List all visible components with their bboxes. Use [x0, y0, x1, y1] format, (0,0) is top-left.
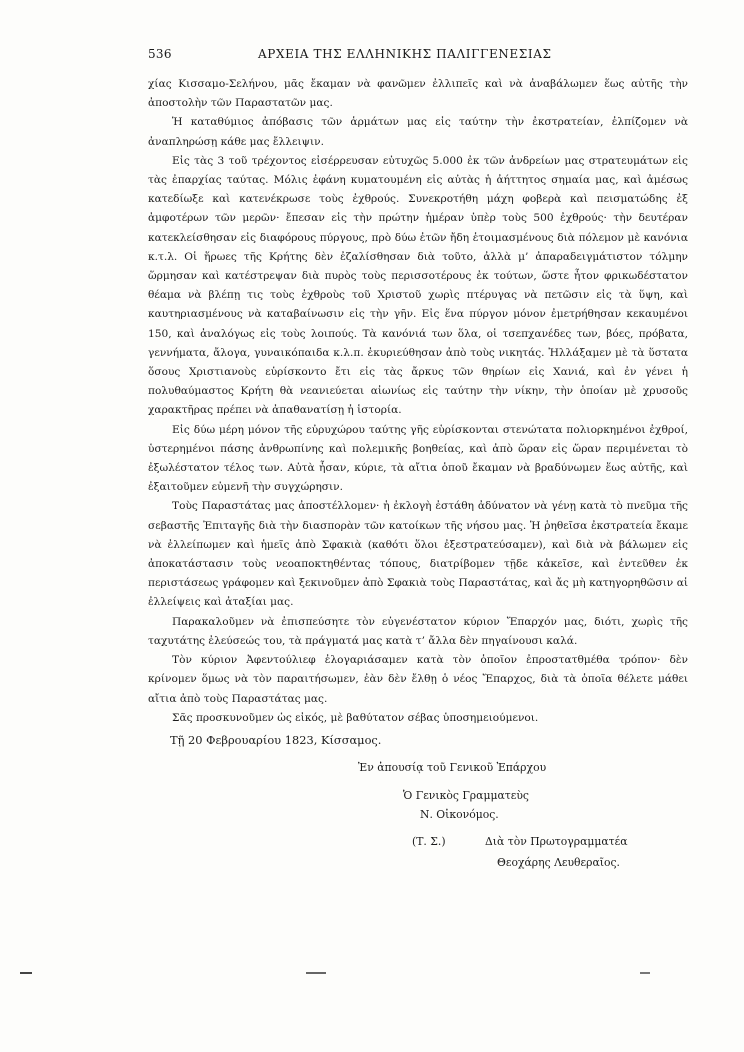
- paragraph-continuation: χίας Κισσαμο-Σελήνου, μᾶς ἔκαμαν νὰ φανῶμεν ἐλλιπεῖς καὶ νὰ ἀναβάλωμεν ἕως αὐτῆς τὴν ἀποστολὴν τῶν Παραστατῶν μας.: [148, 78, 688, 110]
- signature-absence-line: Ἐν ἀπουσίᾳ τοῦ Γενικοῦ Ἐπάρχου: [358, 761, 547, 774]
- signature-secretary-name: Ν. Οἰκονόμος.: [420, 808, 499, 821]
- paragraph: Εἰς δύω μέρη μόνον τῆς εὐρυχώρου ταύτης γῆς εὑρίσκονται στενώτατα πολιορκημένοι ἐχθροί, ὑστερημένοι πάσης ἀνθρωπίνης καὶ πολεμικῆς βοηθείας, καὶ ἀπὸ ὥραν εἰς ὥραν περιμένεται τὸ ἐξωλέστατον τέλος των. Αὐτὰ ἦσαν, κύριε, τὰ αἴτια ὁποῦ ἔκαμαν νὰ βραδύνωμεν ἕως αὐτῆς, καὶ ἐξαιτοῦμεν εὐμενῆ τὴν συγχώρησιν.: [148, 423, 688, 494]
- dateline: Τῇ 20 Φεβρουαρίου 1823, Κίσσαμος.: [170, 733, 382, 747]
- scan-mark: [640, 972, 650, 974]
- paragraph: Τοὺς Παραστάτας μας ἀποστέλλομεν· ἡ ἐκλογὴ ἐστάθη ἀδύνατον νὰ γένῃ κατὰ τὸ πνεῦμα τῆς σεβαστῆς Ἐπιταγῆς διὰ τὴν διασπορὰν τῶν κατοίκων τῆς νήσου μας. Ἡ ῥηθεῖσα ἐκστρατεία ἔκαμε νὰ ἐλλείπωμεν καὶ ἡμεῖς ἀπὸ Σφακιὰ (καθότι ὅλοι ἐξεστρατεύσαμεν), καὶ διὰ νὰ βάλωμεν εἰς ἀποκατάστασιν τοὺς νεοαποκτηθέντας τόπους, διατρίβομεν τῇδε κἀκεῖσε, καὶ ἐντεῦθεν ἐκ περιστάσεως γράφομεν καὶ ξεκινοῦμεν ἀπὸ Σφακιὰ τοὺς Παραστάτας, καὶ ἄς μὴ κατηγορηθῶσιν αἱ ἐλλείψεις καὶ ἀταξίαι μας.: [148, 500, 688, 609]
- page-number: 536: [148, 47, 172, 61]
- signature-deputy-name: Θεοχάρης Λευθεραῖος.: [497, 856, 620, 869]
- page-header: [148, 47, 688, 65]
- signature-secretary-title: Ὁ Γενικὸς Γραμματεὺς: [403, 789, 529, 802]
- signature-for-line: Διὰ τὸν Πρωτογραμματέα: [485, 835, 628, 848]
- running-title: ΑΡΧΕΙΑ ΤΗΣ ΕΛΛΗΝΙΚΗΣ ΠΑΛΙΓΓΕΝΕΣΙΑΣ: [258, 47, 552, 61]
- seal-mark: (Τ. Σ.): [412, 835, 446, 848]
- paragraph: Εἰς τὰς 3 τοῦ τρέχοντος εἰσέρρευσαν εὐτυχῶς 5.000 ἐκ τῶν ἀνδρείων μας στρατευμάτων εἰς τὰς ἐπαρχίας ταύτας. Μόλις ἐφάνη κυματουμένη εἰς αὐτὰς ἡ ἀήττητος σημαία μας, καὶ ἀμέσως κατεδίωξε καὶ κατενέκρωσε τοὺς ἐχθρούς. Συνεκροτήθη μάχη φοβερὰ καὶ πεισματώδης ἐξ ἀμφοτέρων τῶν μερῶν· ἔπεσαν εἰς τὴν πρώτην ἡμέραν ὑπὲρ τοὺς 500 ἐχθρούς· τὴν δευτέραν κατεκλείσθησαν εἰς διαφόρους πύργους, πρὸ δύω ἐτῶν ἤδη ἑτοιμασμένους διὰ πόλεμον μὲ κανόνια κ.τ.λ. Οἱ ἥρωες τῆς Κρήτης δὲν ἐζαλίσθησαν διὰ τοῦτο, ἀλλὰ μ’ ἀπαραδειγμάτιστον τόλμην ὥρμησαν καὶ κατέστρεψαν διὰ πυρὸς τοὺς περισσοτέρους ἐκ τούτων, ὥστε ἦτον φρικωδέστατον θέαμα νὰ βλέπῃ τις τοὺς ἐχθροὺς τοῦ Χριστοῦ χωρὶς πτέρυγας νὰ πετῶσιν εἰς τὰ ὕψη, καὶ καυτηριασμένους νὰ καταβαίνωσιν εἰς τὴν γῆν. Εἰς ἕνα πύργον μόνον ἐμετρήθησαν κεκαυμένοι 150, καὶ ἀναλόγως εἰς τοὺς λοιπούς. Τὰ κανόνιά των ὅλα, οἱ τσεπχανέδες των, βόες, πρόβατα, γεννήματα, ἄλογα, γυναικόπαιδα κ.λ.π. ἐκυριεύθησαν ἀπὸ τοὺς νικητάς. Ἠλλάξαμεν μὲ τὰ ὕστατα ὅσους Χριστιανοὺς εὑρίσκοντο ἔτι εἰς τὰς ἄρκυς τῶν θηρίων εἰς Χανιά, καὶ ἐν γένει ἡ πολυθαύμαστος Κρήτη θὰ νεανιεύεται αἰωνίως εἰς ταύτην τὴν νίκην, τὴν ὁποίαν μὲ χρυσοῦς χαρακτῆρας πρέπει νὰ ἀπαθανατίσῃ ἡ ἱστορία.: [148, 154, 688, 417]
- paragraph: Ἡ καταθύμιος ἀπόβασις τῶν ἁρμάτων μας εἰς ταύτην τὴν ἐκστρατείαν, ἐλπίζομεν νὰ ἀναπληρώσῃ κάθε μας ἔλλειψιν.: [148, 116, 688, 148]
- paragraph: Τὸν κύριον Ἀφεντούλιεφ ἐλογαριάσαμεν κατὰ τὸν ὁποῖον ἐπροστατθμέθα τρόπον· δὲν κρίνομεν ὅμως νὰ τὸν παραιτήσωμεν, ἐὰν δὲν ἔλθῃ ὁ νέος Ἔπαρχος, διὰ τὰ ὁποῖα θέλετε μάθει αἴτια ἀπὸ τοὺς Παραστάτας μας.: [148, 654, 688, 705]
- scan-mark: [20, 972, 32, 974]
- paragraph-closing: Σᾶς προσκυνοῦμεν ὡς εἰκός, μὲ βαθύτατον σέβας ὑποσημειούμενοι.: [172, 711, 539, 724]
- paragraph: Παρακαλοῦμεν νὰ ἐπισπεύσητε τὸν εὐγενέστατον κύριον Ἔπαρχόν μας, διότι, χωρὶς τῆς ταχυτάτης ἐλεύσεώς του, τὰ πράγματά μας κατὰ τ’ ἄλλα δὲν πηγαίνουσι καλά.: [148, 615, 688, 647]
- scan-mark: [306, 972, 326, 974]
- letter-body: [148, 75, 688, 728]
